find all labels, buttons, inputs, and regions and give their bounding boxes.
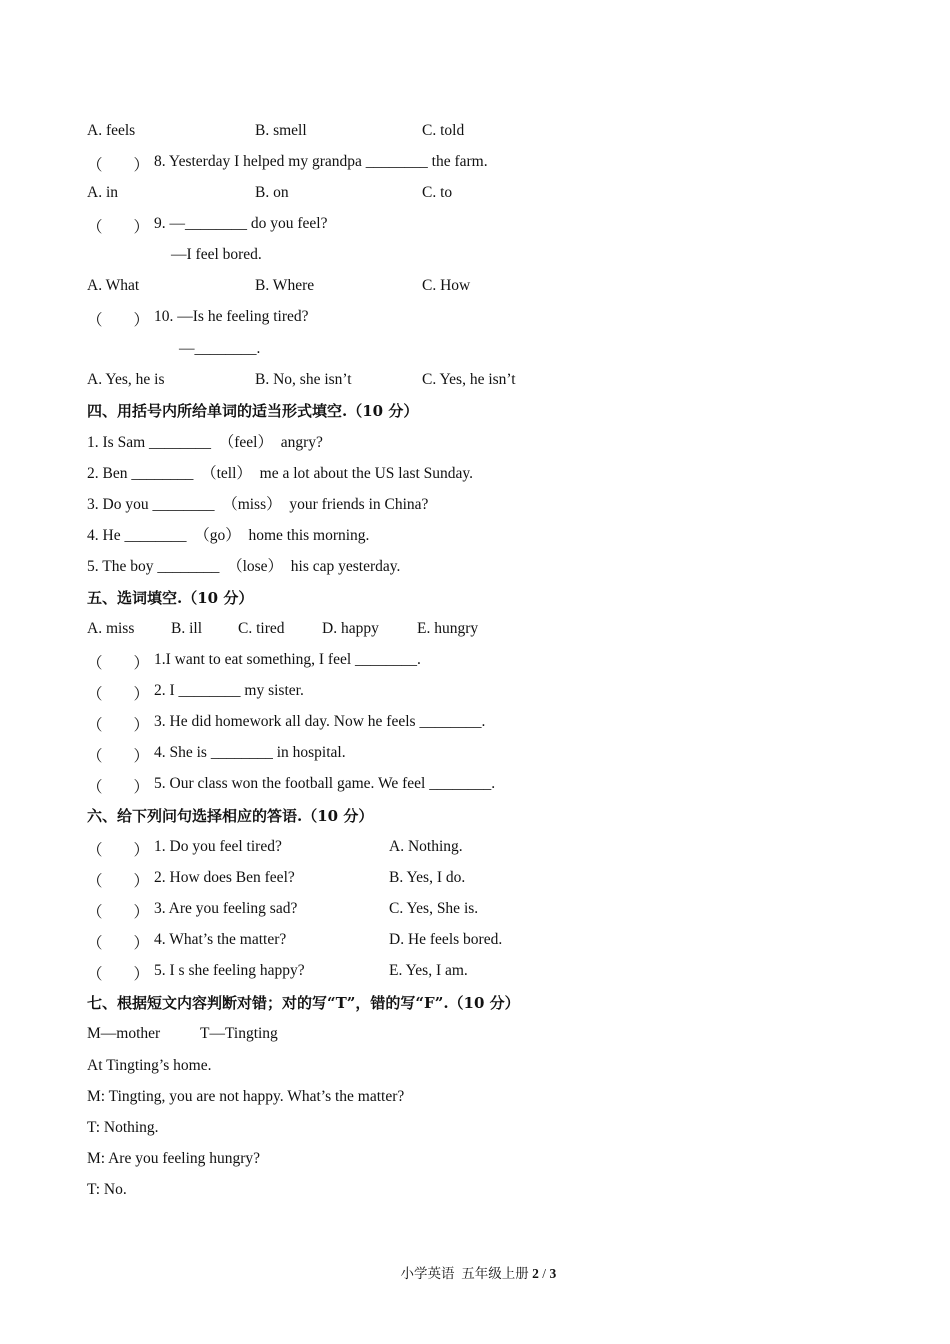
- section6-answer-d: D. He feels bored.: [389, 931, 503, 948]
- q9-option-b: B. Where: [255, 277, 315, 294]
- section6-paren-4: （ ）: [87, 935, 150, 952]
- section5-title: 五、选词填空.（10 分）: [87, 589, 254, 607]
- section7-role-tingting: T—Tingting: [200, 1025, 278, 1042]
- footer-page-total: 3: [549, 1266, 557, 1281]
- q10-option-a: A. Yes, he is: [87, 371, 165, 388]
- section5-word-a: A. miss: [87, 620, 135, 637]
- q9-option-c: C. How: [422, 277, 471, 294]
- section5-item-1: 1.I want to eat something, I feel ________.: [154, 651, 421, 668]
- section5-paren-3: （ ）: [87, 717, 150, 734]
- section4-item-5: 5. The boy ________ （lose） his cap yesterday.: [87, 558, 401, 575]
- q8-option-a: A. in: [87, 184, 118, 201]
- section7-line-5: T: No.: [87, 1181, 127, 1198]
- section7-title: 七、根据短文内容判断对错；对的写“T”，错的写“F”.（10 分）: [87, 994, 520, 1012]
- footer-page-number: 2: [532, 1266, 539, 1281]
- section6-paren-2: （ ）: [87, 873, 150, 890]
- q8-option-b: B. on: [255, 184, 289, 201]
- footer-separator: /: [538, 1266, 550, 1281]
- q9-text: 9. —________ do you feel?: [154, 215, 328, 232]
- q9-answer-paren: （ ）: [87, 219, 150, 236]
- section4-item-2: 2. Ben ________ （tell） me a lot about the US last Sunday.: [87, 465, 474, 482]
- section5-paren-5: （ ）: [87, 779, 150, 796]
- section5-word-c: C. tired: [238, 620, 285, 637]
- section5-word-e: E. hungry: [417, 620, 479, 637]
- section5-item-3: 3. He did homework all day. Now he feels ________.: [154, 713, 486, 730]
- q9-dialog-answer: —I feel bored.: [171, 246, 262, 263]
- section6-question-1: 1. Do you feel tired?: [154, 838, 282, 855]
- section5-item-5: 5. Our class won the football game. We feel ________.: [154, 775, 496, 792]
- q7-option-a: A. feels: [87, 122, 136, 139]
- section6-answer-c: C. Yes, She is.: [389, 900, 479, 917]
- section6-question-5: 5. I s she feeling happy?: [154, 962, 305, 979]
- section5-item-4: 4. She is ________ in hospital.: [154, 744, 346, 761]
- section6-title: 六、给下列问句选择相应的答语.（10 分）: [87, 807, 374, 825]
- footer-label: 小学英语 五年级上册: [400, 1266, 533, 1281]
- section6-question-4: 4. What’s the matter?: [154, 931, 287, 948]
- section5-word-d: D. happy: [322, 620, 379, 637]
- section7-role-mother: M—mother: [87, 1025, 161, 1042]
- section5-paren-2: （ ）: [87, 686, 150, 703]
- section7-line-3: T: Nothing.: [87, 1119, 159, 1136]
- q9-option-a: A. What: [87, 277, 140, 294]
- q8-text: 8. Yesterday I helped my grandpa ________ the farm.: [154, 153, 488, 170]
- section6-question-3: 3. Are you feeling sad?: [154, 900, 298, 917]
- q10-option-b: B. No, she isn’t: [255, 371, 352, 388]
- q10-text: 10. —Is he feeling tired?: [154, 308, 309, 325]
- section5-paren-1: （ ）: [87, 655, 150, 672]
- section7-line-4: M: Are you feeling hungry?: [87, 1150, 261, 1167]
- section6-answer-e: E. Yes, I am.: [389, 962, 468, 979]
- q8-answer-paren: （ ）: [87, 157, 150, 174]
- section6-answer-a: A. Nothing.: [389, 838, 463, 855]
- section6-paren-1: （ ）: [87, 842, 150, 859]
- section7-line-1: At Tingting’s home.: [87, 1057, 212, 1074]
- page-footer: [0, 1246, 950, 1282]
- q10-dialog-answer: —________.: [179, 340, 261, 357]
- section6-paren-3: （ ）: [87, 904, 150, 921]
- q10-answer-paren: （ ）: [87, 312, 150, 329]
- section4-item-3: 3. Do you ________ （miss） your friends in China?: [87, 496, 429, 513]
- section4-item-1: 1. Is Sam ________ （feel） angry?: [87, 434, 323, 451]
- q8-option-c: C. to: [422, 184, 453, 201]
- section6-paren-5: （ ）: [87, 966, 150, 983]
- q10-option-c: C. Yes, he isn’t: [422, 371, 516, 388]
- section6-question-2: 2. How does Ben feel?: [154, 869, 295, 886]
- section5-word-b: B. ill: [171, 620, 203, 637]
- q7-option-b: B. smell: [255, 122, 307, 139]
- section7-line-2: M: Tingting, you are not happy. What’s the matter?: [87, 1088, 405, 1105]
- q7-option-c: C. told: [422, 122, 465, 139]
- section4-title: 四、用括号内所给单词的适当形式填空.（10 分）: [87, 402, 419, 420]
- section5-item-2: 2. I ________ my sister.: [154, 682, 304, 699]
- section4-item-4: 4. He ________ （go） home this morning.: [87, 527, 370, 544]
- section6-answer-b: B. Yes, I do.: [389, 869, 466, 886]
- section5-paren-4: （ ）: [87, 748, 150, 765]
